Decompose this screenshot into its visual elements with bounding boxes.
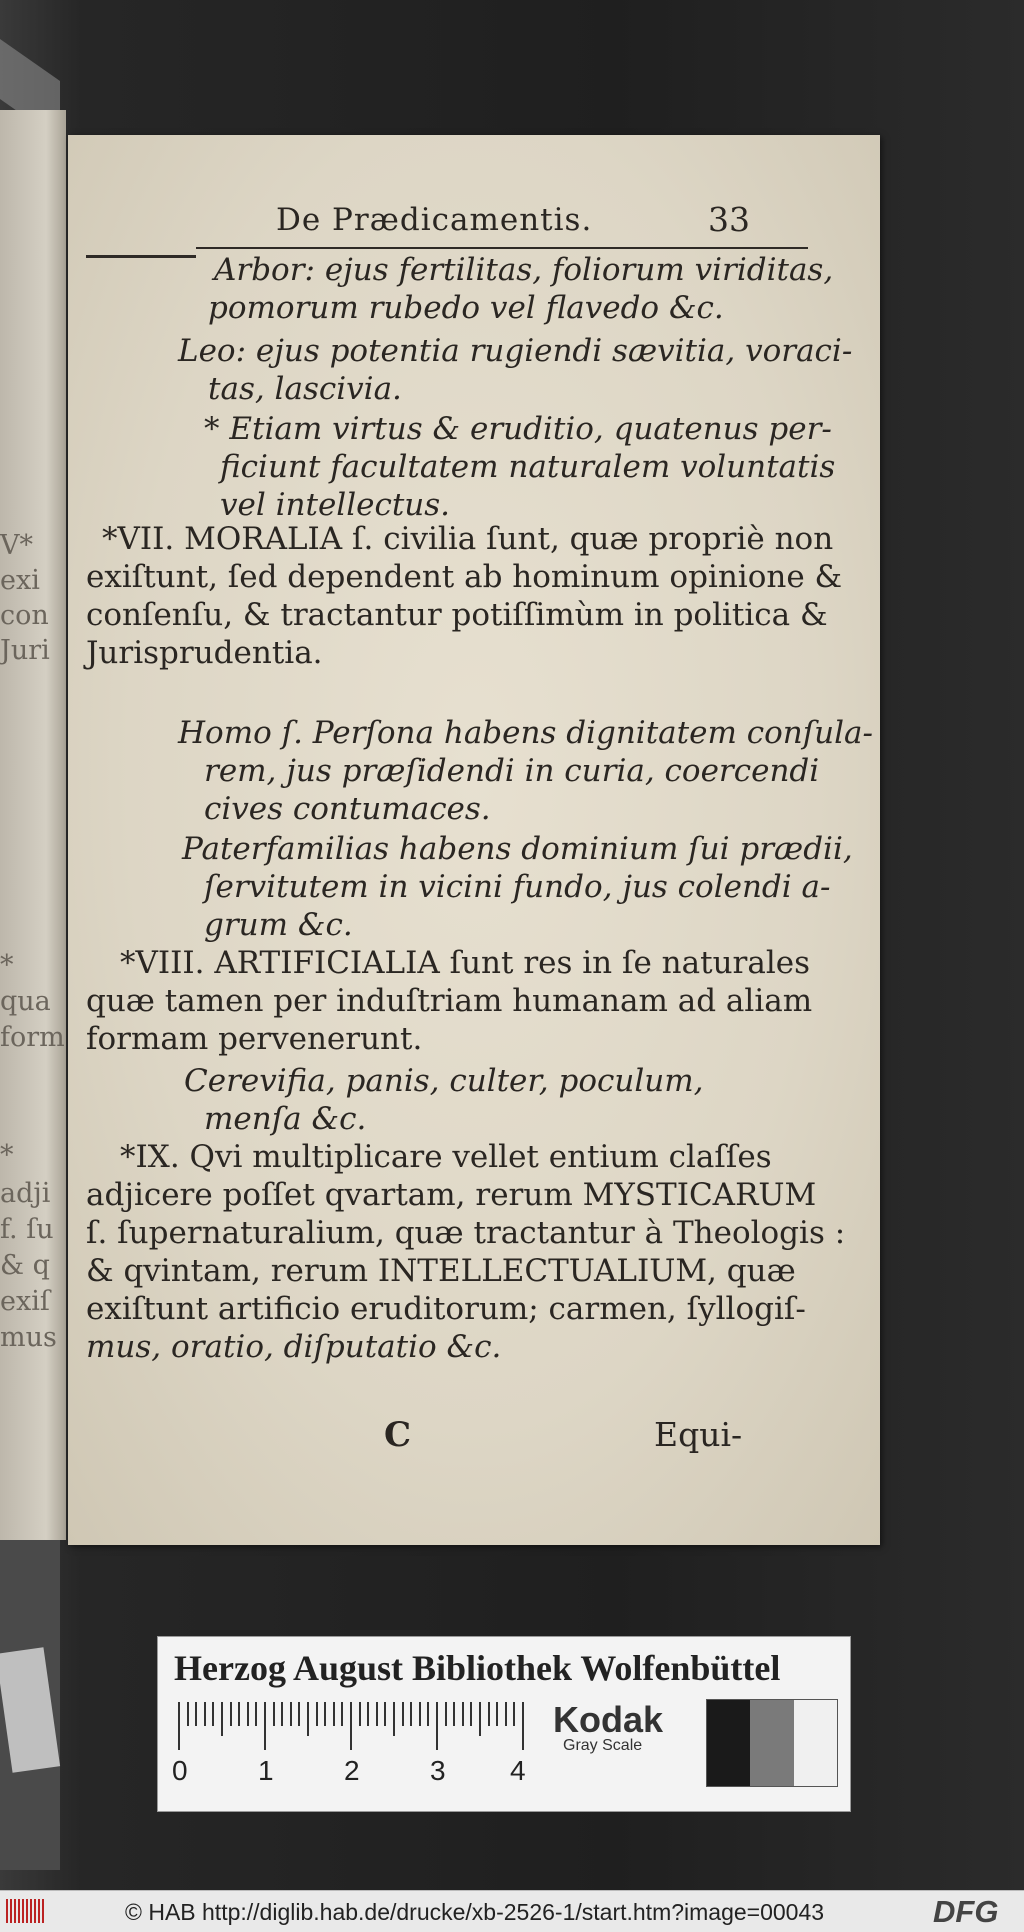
text-line: Cerevifia, panis, culter, poculum, [184,1063,704,1099]
ruler-tick [384,1702,386,1726]
text-line: mus, oratio, diſputatio &c. [86,1329,502,1365]
ruler-tick [436,1702,438,1750]
ruler-tick [350,1702,352,1750]
text-line: ſ. ſupernaturalium, quæ tractantur à Theologis : [86,1215,846,1251]
page-number: 33 [708,200,750,239]
ruler-tick [402,1702,404,1726]
gray-swatches [706,1699,838,1787]
text-line: Arbor: ejus fertilitas, foliorum viriditas, [214,252,834,288]
text-line: pomorum rubedo vel flavedo &c. [208,290,724,326]
barcode-icon [6,1899,46,1923]
chart-title: Herzog August Bibliothek Wolfenbüttel [174,1648,781,1688]
ruler-tick [376,1702,378,1726]
ruler-tick [505,1702,507,1726]
ruler-number: 0 [172,1755,188,1786]
text-line: menſa &c. [204,1101,367,1137]
swatch-gray [750,1700,793,1786]
dfg-logo: DFG [933,1894,999,1929]
ruler-tick [367,1702,369,1726]
text-line: cives contumaces. [204,791,491,827]
ruler-tick [333,1702,335,1726]
ruler-tick [453,1702,455,1726]
text-line: *IX. Qvi multiplicare vellet entium claſſes [120,1139,772,1175]
text-line: conſenſu, & tractantur potiſſimùm in politica & [86,597,828,633]
ruler-tick [247,1702,249,1726]
text-line: quæ tamen per induſtriam humanam ad aliam [86,983,813,1019]
swatch-black [707,1700,750,1786]
text-line: grum &c. [204,907,353,943]
color-calibration-chart [157,1636,851,1812]
text-line: Leo: ejus potentia rugiendi sævitia, voraci- [178,333,853,369]
left-page-fragment: exi [0,565,40,596]
ruler-tick [264,1702,266,1750]
ruler-tick [212,1702,214,1726]
text-line: vel intellectus. [220,487,451,523]
book-page [68,135,880,1545]
text-line: ſervitutem in vicini fundo, jus colendi a- [204,869,831,905]
grayscale-label: Gray Scale [563,1737,643,1754]
ruler-tick [479,1702,481,1736]
text-line: formam pervenerunt. [86,1021,423,1057]
text-line: exiſtunt, ſed dependent ab hominum opinione & [86,559,843,595]
ruler-tick [393,1702,395,1736]
ruler-tick [341,1702,343,1726]
catchword: Equi- [654,1415,743,1454]
ruler-tick [427,1702,429,1726]
text-line: adjicere poſſet qvartam, rerum MYSTICARUM [86,1177,817,1213]
text-line: *VII. MORALIA ſ. civilia ſunt, quæ propriè non [102,521,834,557]
ruler-tick [255,1702,257,1726]
left-page-fragment: mus [0,1322,57,1353]
text-line: Jurisprudentia. [86,635,323,671]
text-line: Paterfamilias habens dominium ſui prædii, [182,831,853,867]
ruler-tick [221,1702,223,1736]
ruler-tick [513,1702,515,1726]
left-neighbour-page [0,110,66,1540]
ruler-tick [238,1702,240,1726]
left-page-fragment: qua [0,986,51,1017]
footer-bar [0,1890,1024,1932]
text-line: ficiunt facultatem naturalem voluntatis [220,449,836,485]
ruler-tick [178,1702,180,1750]
text-line: & qvintam, rerum INTELLECTUALIUM, quæ [86,1253,796,1289]
left-page-fragment: & q [0,1250,50,1281]
ruler-tick [187,1702,189,1726]
text-line: *VIII. ARTIFICIALIA ſunt res in ſe naturales [120,945,811,981]
left-page-fragment: con [0,600,49,631]
ruler-tick [462,1702,464,1726]
copyright-url[interactable]: © HAB http://diglib.hab.de/drucke/xb-2526-1/start.htm?image=00043 [125,1899,825,1925]
ruler-tick [195,1702,197,1726]
running-head: De Prædicamentis. [276,202,593,238]
ruler-tick [290,1702,292,1726]
head-rule [196,247,808,249]
text-line: tas, lascivia. [208,371,402,407]
ruler-number: 1 [258,1755,274,1786]
ruler-tick [204,1702,206,1726]
kodak-logo-text: Kodak [553,1699,664,1740]
signature-mark: C [384,1415,412,1455]
ruler-tick [359,1702,361,1726]
left-page-fragment: V* [0,530,33,561]
head-rule-left [86,255,196,258]
ruler-number: 3 [430,1755,446,1786]
text-line: * Etiam virtus & eruditio, quatenus per- [204,411,832,447]
ruler-tick [488,1702,490,1726]
left-page-fragment: Juri [0,635,50,666]
text-line: rem, jus præſidendi in curia, coercendi [204,753,820,789]
ruler-tick [281,1702,283,1726]
ruler-tick [324,1702,326,1726]
ruler-tick [410,1702,412,1726]
ruler-number: 4 [510,1755,526,1786]
ruler-tick [522,1702,524,1750]
text-line: Homo ſ. Perſona habens dignitatem conſula- [178,715,874,751]
ruler-number: 2 [344,1755,360,1786]
left-page-fragment: adji [0,1178,51,1209]
ruler-tick [273,1702,275,1726]
ruler-tick [419,1702,421,1726]
ruler-tick [316,1702,318,1726]
ruler-tick [445,1702,447,1726]
text-line: exiſtunt artificio eruditorum; carmen, ſyllogiſ- [86,1291,806,1327]
ruler-tick [230,1702,232,1726]
left-page-fragment: exiſ [0,1286,50,1317]
ruler-tick [496,1702,498,1726]
left-page-fragment: * [0,1140,14,1171]
ruler-tick [470,1702,472,1726]
ruler-tick [298,1702,300,1726]
swatch-white [794,1700,837,1786]
left-page-fragment: * [0,950,14,981]
ruler-tick [307,1702,309,1736]
left-page-fragment: form [0,1022,65,1053]
left-page-fragment: f. ſu [0,1214,54,1245]
